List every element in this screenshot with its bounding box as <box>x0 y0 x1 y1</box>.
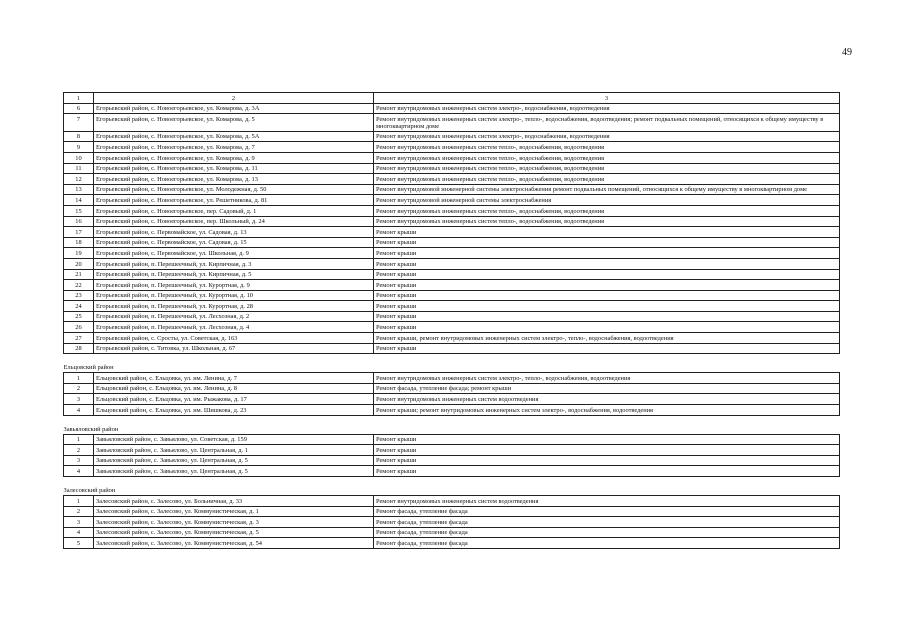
header-cell-address: 2 <box>94 93 374 104</box>
cell-number: 15 <box>64 205 94 216</box>
cell-address: Егорьевский район, п. Перешеечный, ул. Лесхозная, д. 2 <box>94 311 374 322</box>
cell-address: Егорьевский район, с. Первомайское, ул. Школьная, д. 9 <box>94 248 374 259</box>
cell-works: Ремонт крыши <box>374 237 840 248</box>
section-gap-cell <box>64 477 840 487</box>
cell-works: Ремонт крыши <box>374 445 840 456</box>
cell-address: Егорьевский район, п. Перешеечный, ул. Кирпичная, д. 3 <box>94 258 374 269</box>
cell-works: Ремонт фасада, утепление фасада <box>374 527 840 538</box>
cell-works: Ремонт внутридомовых инженерных систем водоотведения <box>374 496 840 507</box>
cell-number: 10 <box>64 152 94 163</box>
cell-address: Залесовский район, с. Залесово, ул. Больничная, д. 33 <box>94 496 374 507</box>
page-number: 49 <box>842 47 852 58</box>
cell-works: Ремонт внутридомовой инженерной системы электроснабжения <box>374 195 840 206</box>
cell-number: 12 <box>64 174 94 185</box>
district-heading: Ельцовский район <box>63 364 114 372</box>
cell-address: Егорьевский район, с. Новоегорьевское, ул. Комарова, д. 5 <box>94 114 374 132</box>
cell-address: Егорьевский район, п. Перешеечный, ул. Курортная, д. 10 <box>94 290 374 301</box>
cell-works: Ремонт внутридомовых инженерных систем электро-, тепло-, водоснабжения, водоотведения <box>374 373 840 384</box>
cell-works: Ремонт крыши; ремонт внутридомовых инженерных систем электро-, водоснабжения, водоотведения <box>374 405 840 416</box>
cell-number: 26 <box>64 322 94 333</box>
cell-works: Ремонт крыши <box>374 227 840 238</box>
cell-works: Ремонт фасада, утепление фасада <box>374 517 840 528</box>
table-row <box>64 290 840 301</box>
header-cell-works: 3 <box>374 93 840 104</box>
table-row <box>64 311 840 322</box>
cell-works: Ремонт крыши <box>374 258 840 269</box>
table-row <box>64 466 840 477</box>
table-row <box>64 152 840 163</box>
cell-address: Егорьевский район, с. Новоегорьевское, пер. Садовый, д. 1 <box>94 205 374 216</box>
cell-number: 7 <box>64 114 94 132</box>
table-row <box>64 434 840 445</box>
cell-address: Егорьевский район, п. Перешеечный, ул. Курортная, д. 28 <box>94 301 374 312</box>
cell-number: 24 <box>64 301 94 312</box>
cell-number: 16 <box>64 216 94 227</box>
cell-address: Завьяловский район, с. Завьялово, ул. Центральная, д. 5 <box>94 466 374 477</box>
table-header-row <box>64 93 840 104</box>
cell-works: Ремонт внутридомовых инженерных систем электро-, водоснабжения, водоотведения <box>374 131 840 142</box>
cell-number: 18 <box>64 237 94 248</box>
table-row <box>64 184 840 195</box>
cell-address: Завьяловский район, с. Завьялово, ул. Центральная, д. 5 <box>94 455 374 466</box>
cell-number: 6 <box>64 103 94 114</box>
cell-works: Ремонт фасада, утепление фасада <box>374 506 840 517</box>
cell-works: Ремонт внутридомовых инженерных систем электро-, тепло-, водоснабжения, водоотведения; ремонт подвальных помещений, относящихся к общему имуществу в многоквартирном доме <box>374 114 840 132</box>
cell-works: Ремонт крыши <box>374 455 840 466</box>
cell-works: Ремонт крыши <box>374 343 840 354</box>
cell-address: Залесовский район, с. Залесово, ул. Коммунистическая, д. 5 <box>94 527 374 538</box>
cell-works: Ремонт крыши <box>374 322 840 333</box>
table-row <box>64 269 840 280</box>
cell-address: Егорьевский район, с. Новоегорьевское, ул. Комарова, д. 3А <box>94 103 374 114</box>
cell-number: 19 <box>64 248 94 259</box>
cell-number: 1 <box>64 373 94 384</box>
cell-address: Егорьевский район, с. Новоегорьевское, ул. Комарова, д. 9 <box>94 152 374 163</box>
table-row <box>64 163 840 174</box>
section-gap-cell <box>64 354 840 364</box>
cell-works: Ремонт внутридомовых инженерных систем тепло-, водоснабжения, водоотведения <box>374 163 840 174</box>
cell-works: Ремонт внутридомовых инженерных систем тепло-, водоснабжения, водоотведения <box>374 152 840 163</box>
cell-works: Ремонт крыши <box>374 290 840 301</box>
table-row <box>64 142 840 153</box>
table-row <box>64 405 840 416</box>
district-heading-row <box>64 363 840 373</box>
district-heading: Завьяловский район <box>63 425 119 433</box>
cell-address: Залесовский район, с. Залесово, ул. Коммунистическая, д. 54 <box>94 538 374 549</box>
section-gap <box>64 477 840 487</box>
cell-number: 27 <box>64 333 94 344</box>
cell-address: Егорьевский район, с. Новоегорьевское, пер. Школьный, д. 24 <box>94 216 374 227</box>
district-heading-row <box>64 486 840 496</box>
cell-address: Егорьевский район, с. Новоегорьевское, ул. Комарова, д. 13 <box>94 174 374 185</box>
cell-address: Егорьевский район, с. Новоегорьевское, ул. Комарова, д. 11 <box>94 163 374 174</box>
cell-works: Ремонт внутридомовых инженерных систем водоотведения <box>374 394 840 405</box>
table-row <box>64 131 840 142</box>
cell-address: Егорьевский район, п. Перешеечный, ул. Курортная, д. 9 <box>94 280 374 291</box>
cell-address: Ельцовский район, с. Ельцовка, ул. им. Ленина, д. 7 <box>94 373 374 384</box>
cell-address: Егорьевский район, с. Первомайское, ул. Садовая, д. 15 <box>94 237 374 248</box>
cell-works: Ремонт крыши <box>374 280 840 291</box>
cell-works: Ремонт крыши <box>374 269 840 280</box>
table-row <box>64 383 840 394</box>
cell-number: 17 <box>64 227 94 238</box>
table-row <box>64 301 840 312</box>
cell-number: 13 <box>64 184 94 195</box>
cell-address: Егорьевский район, с. Новоегорьевское, ул. Решетникова, д. 81 <box>94 195 374 206</box>
cell-works: Ремонт крыши <box>374 434 840 445</box>
cell-number: 1 <box>64 496 94 507</box>
cell-works: Ремонт внутридомовых инженерных систем электро-, водоснабжения, водоотведения <box>374 103 840 114</box>
district-heading-row <box>64 425 840 435</box>
cell-address: Ельцовский район, с. Ельцовка, ул. им. Шишкова, д. 23 <box>94 405 374 416</box>
table-row <box>64 248 840 259</box>
table-row <box>64 496 840 507</box>
table-row <box>64 322 840 333</box>
table-row <box>64 394 840 405</box>
cell-address: Егорьевский район, с. Новоегорьевское, ул. Комарова, д. 5А <box>94 131 374 142</box>
cell-works: Ремонт крыши <box>374 248 840 259</box>
table-row <box>64 216 840 227</box>
cell-works: Ремонт крыши <box>374 311 840 322</box>
cell-number: 25 <box>64 311 94 322</box>
cell-address: Залесовский район, с. Залесово, ул. Коммунистическая, д. 1 <box>94 506 374 517</box>
cell-address: Егорьевский район, с. Сросты, ул. Советская, д. 163 <box>94 333 374 344</box>
table-row <box>64 205 840 216</box>
cell-works: Ремонт внутридомовых инженерных систем тепло-, водоснабжения, водоотведения <box>374 205 840 216</box>
table-row <box>64 333 840 344</box>
cell-works: Ремонт внутридомовых инженерных систем тепло-, водоснабжения, водоотведения <box>374 142 840 153</box>
table-row <box>64 174 840 185</box>
cell-number: 3 <box>64 517 94 528</box>
cell-number: 21 <box>64 269 94 280</box>
cell-number: 3 <box>64 394 94 405</box>
cell-number: 5 <box>64 538 94 549</box>
cell-number: 14 <box>64 195 94 206</box>
cell-address: Егорьевский район, п. Перешеечный, ул. Кирпичная, д. 5 <box>94 269 374 280</box>
cell-number: 2 <box>64 383 94 394</box>
cell-address: Егорьевский район, с. Новоегорьевское, ул. Молодежная, д. 50 <box>94 184 374 195</box>
table-row <box>64 258 840 269</box>
table-row <box>64 237 840 248</box>
cell-address: Егорьевский район, с. Титовка, ул. Школьная, д. 67 <box>94 343 374 354</box>
cell-number: 20 <box>64 258 94 269</box>
cell-address: Егорьевский район, п. Перешеечный, ул. Лесхозная, д. 4 <box>94 322 374 333</box>
registry-body <box>64 93 840 549</box>
table-row <box>64 517 840 528</box>
cell-number: 4 <box>64 405 94 416</box>
cell-number: 4 <box>64 527 94 538</box>
cell-number: 22 <box>64 280 94 291</box>
cell-works: Ремонт фасада, утепление фасада; ремонт крыши <box>374 383 840 394</box>
cell-address: Егорьевский район, с. Новоегорьевское, ул. Комарова, д. 7 <box>94 142 374 153</box>
cell-works: Ремонт крыши, ремонт внутридомовых инженерных систем электро-, тепло-, водоснабжения, водоотведения <box>374 333 840 344</box>
cell-works: Ремонт внутридомовых инженерных систем тепло-, водоснабжения, водоотведения <box>374 174 840 185</box>
table-row <box>64 506 840 517</box>
repair-registry-table <box>63 92 840 549</box>
cell-number: 4 <box>64 466 94 477</box>
section-gap <box>64 354 840 364</box>
cell-number: 11 <box>64 163 94 174</box>
cell-number: 8 <box>64 131 94 142</box>
district-heading: Залесовский район <box>63 487 116 494</box>
table-row <box>64 373 840 384</box>
cell-address: Залесовский район, с. Залесово, ул. Коммунистическая, д. 3 <box>94 517 374 528</box>
cell-address: Ельцовский район, с. Ельцовка, ул. им. Ленина, д. 8 <box>94 383 374 394</box>
cell-works: Ремонт крыши <box>374 301 840 312</box>
cell-works: Ремонт внутридомовых инженерных систем тепло-, водоснабжения, водоотведения <box>374 216 840 227</box>
table-row <box>64 527 840 538</box>
table-row <box>64 103 840 114</box>
cell-works: Ремонт внутридомовой инженерной системы электроснабжения ремонт подвальных помещений, относящихся к общему имуществу в многоквартирном доме <box>374 184 840 195</box>
table-row <box>64 445 840 456</box>
header-cell-number: 1 <box>64 93 94 104</box>
cell-number: 9 <box>64 142 94 153</box>
cell-address: Завьяловский район, с. Завьялово, ул. Центральная, д. 1 <box>94 445 374 456</box>
table-row <box>64 114 840 132</box>
table-row <box>64 280 840 291</box>
cell-number: 2 <box>64 506 94 517</box>
table-row <box>64 227 840 238</box>
cell-address: Завьяловский район, с. Завьялово, ул. Советская, д. 159 <box>94 434 374 445</box>
cell-number: 2 <box>64 445 94 456</box>
cell-works: Ремонт крыши <box>374 466 840 477</box>
cell-number: 28 <box>64 343 94 354</box>
section-gap <box>64 415 840 425</box>
cell-works: Ремонт фасада, утепление фасада <box>374 538 840 549</box>
table-row <box>64 343 840 354</box>
section-gap-cell <box>64 415 840 425</box>
cell-number: 3 <box>64 455 94 466</box>
cell-number: 1 <box>64 434 94 445</box>
cell-address: Егорьевский район, с. Первомайское, ул. Садовая, д. 13 <box>94 227 374 238</box>
cell-address: Ельцовский район, с. Ельцовка, ул. им. Рыжакова, д. 17 <box>94 394 374 405</box>
table-row <box>64 195 840 206</box>
cell-number: 23 <box>64 290 94 301</box>
table-row <box>64 538 840 549</box>
table-row <box>64 455 840 466</box>
